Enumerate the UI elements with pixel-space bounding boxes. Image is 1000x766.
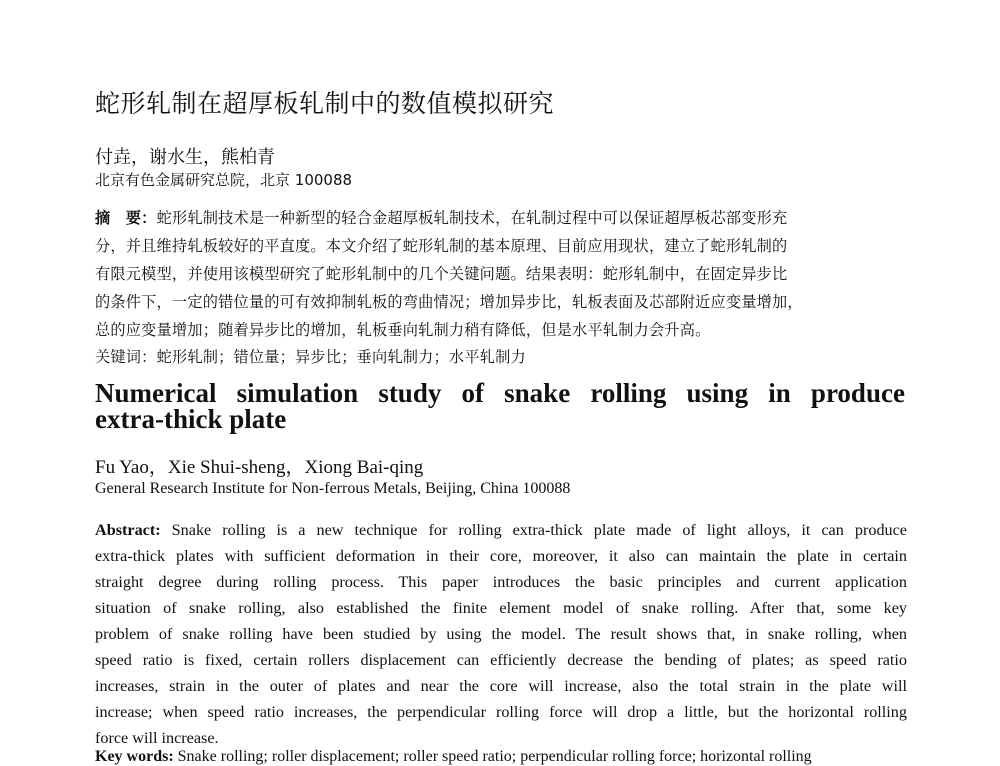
abstract-en xyxy=(95,517,907,751)
keywords-label-en: Key words: xyxy=(95,748,174,765)
abstract-en-line: speed ratio is fixed, certain rollers displacement can efficiently decrease the bending of plates; as speed ratio xyxy=(95,651,907,669)
title-word: in xyxy=(768,378,791,408)
affiliation-zh: 北京有色金属研究总院，北京 100088 xyxy=(95,171,353,189)
abstract-en-line: straight degree during rolling process. This paper introduces the basic principles and current application xyxy=(95,573,907,591)
keywords-zh xyxy=(95,346,526,367)
keywords-en xyxy=(95,748,812,766)
abstract-en-line: force will increase. xyxy=(95,729,219,747)
title-en-line-2: extra-thick plate xyxy=(95,404,287,434)
abstract-zh-text: 蛇形轧制技术是一种新型的轻合金超厚板轧制技术，在轧制过程中可以保证超厚板芯部变形充 xyxy=(156,209,788,227)
keywords-zh-text: 蛇形轧制；错位量；异步比；垂向轧制力；水平轧制力 xyxy=(156,348,526,366)
paper-title-zh: 蛇形轧制在超厚板轧制中的数值模拟研究 xyxy=(95,89,555,118)
paper-title-en xyxy=(95,380,905,432)
abstract-en-line: Abstract: Snake rolling is a new technique for rolling extra-thick plate made of light alloys, it can produce xyxy=(95,521,907,539)
abstract-zh-line: 分，并且维持轧板较好的平直度。本文介绍了蛇形轧制的基本原理、目前应用现状，建立了蛇形轧制的 xyxy=(95,237,788,255)
abstract-label-zh: 摘 要： xyxy=(95,209,157,227)
title-en-line-1 xyxy=(95,380,905,406)
abstract-en-line: increases, strain in the outer of plates and near the core will increase, also the total strain in the plate will xyxy=(95,677,907,695)
abstract-zh-line: 的条件下，一定的错位量的可有效抑制轧板的弯曲情况；增加异步比，轧板表面及芯部附近应变量增加， xyxy=(95,293,803,311)
title-word: Numerical xyxy=(95,378,217,408)
abstract-en-line: situation of snake rolling, also established the finite element model of snake rolling. After that, some key xyxy=(95,599,907,617)
title-word: simulation xyxy=(236,378,359,408)
title-word: snake xyxy=(504,378,571,408)
abstract-zh-line: 总的应变量增加；随着异步比的增加，轧板垂向轧制力稍有降低，但是水平轧制力会升高。 xyxy=(95,321,711,339)
abstract-en-line: problem of snake rolling have been studied by using the model. The result shows that, in snake rolling, when xyxy=(95,625,907,643)
abstract-en-line: increase; when speed ratio increases, the perpendicular rolling force will drop a little, but the horizontal rolling xyxy=(95,703,907,721)
authors-zh: 付垚，谢水生，熊柏青 xyxy=(95,147,275,168)
abstract-zh-line xyxy=(95,207,787,228)
title-word: of xyxy=(461,378,484,408)
abstract-label-en: Abstract: xyxy=(95,521,161,539)
abstract-en-line: extra-thick plates with sufficient deformation in their core, moreover, it also can maintain the plate in certain xyxy=(95,547,907,565)
keywords-en-text: Snake rolling; roller displacement; roller speed ratio; perpendicular rolling force; horizontal rolling xyxy=(173,748,812,765)
title-word: rolling xyxy=(590,378,667,408)
title-word: produce xyxy=(810,378,905,408)
authors-en: Fu Yao，Xie Shui-sheng，Xiong Bai-qing xyxy=(95,457,424,478)
title-word: study xyxy=(378,378,442,408)
affiliation-en: General Research Institute for Non-ferrous Metals, Beijing, China 100088 xyxy=(95,480,571,497)
keywords-label-zh: 关键词： xyxy=(95,348,157,366)
title-word: using xyxy=(686,378,749,408)
abstract-zh-line: 有限元模型，并使用该模型研究了蛇形轧制中的几个关键问题。结果表明：蛇形轧制中，在固定异步比 xyxy=(95,265,788,283)
